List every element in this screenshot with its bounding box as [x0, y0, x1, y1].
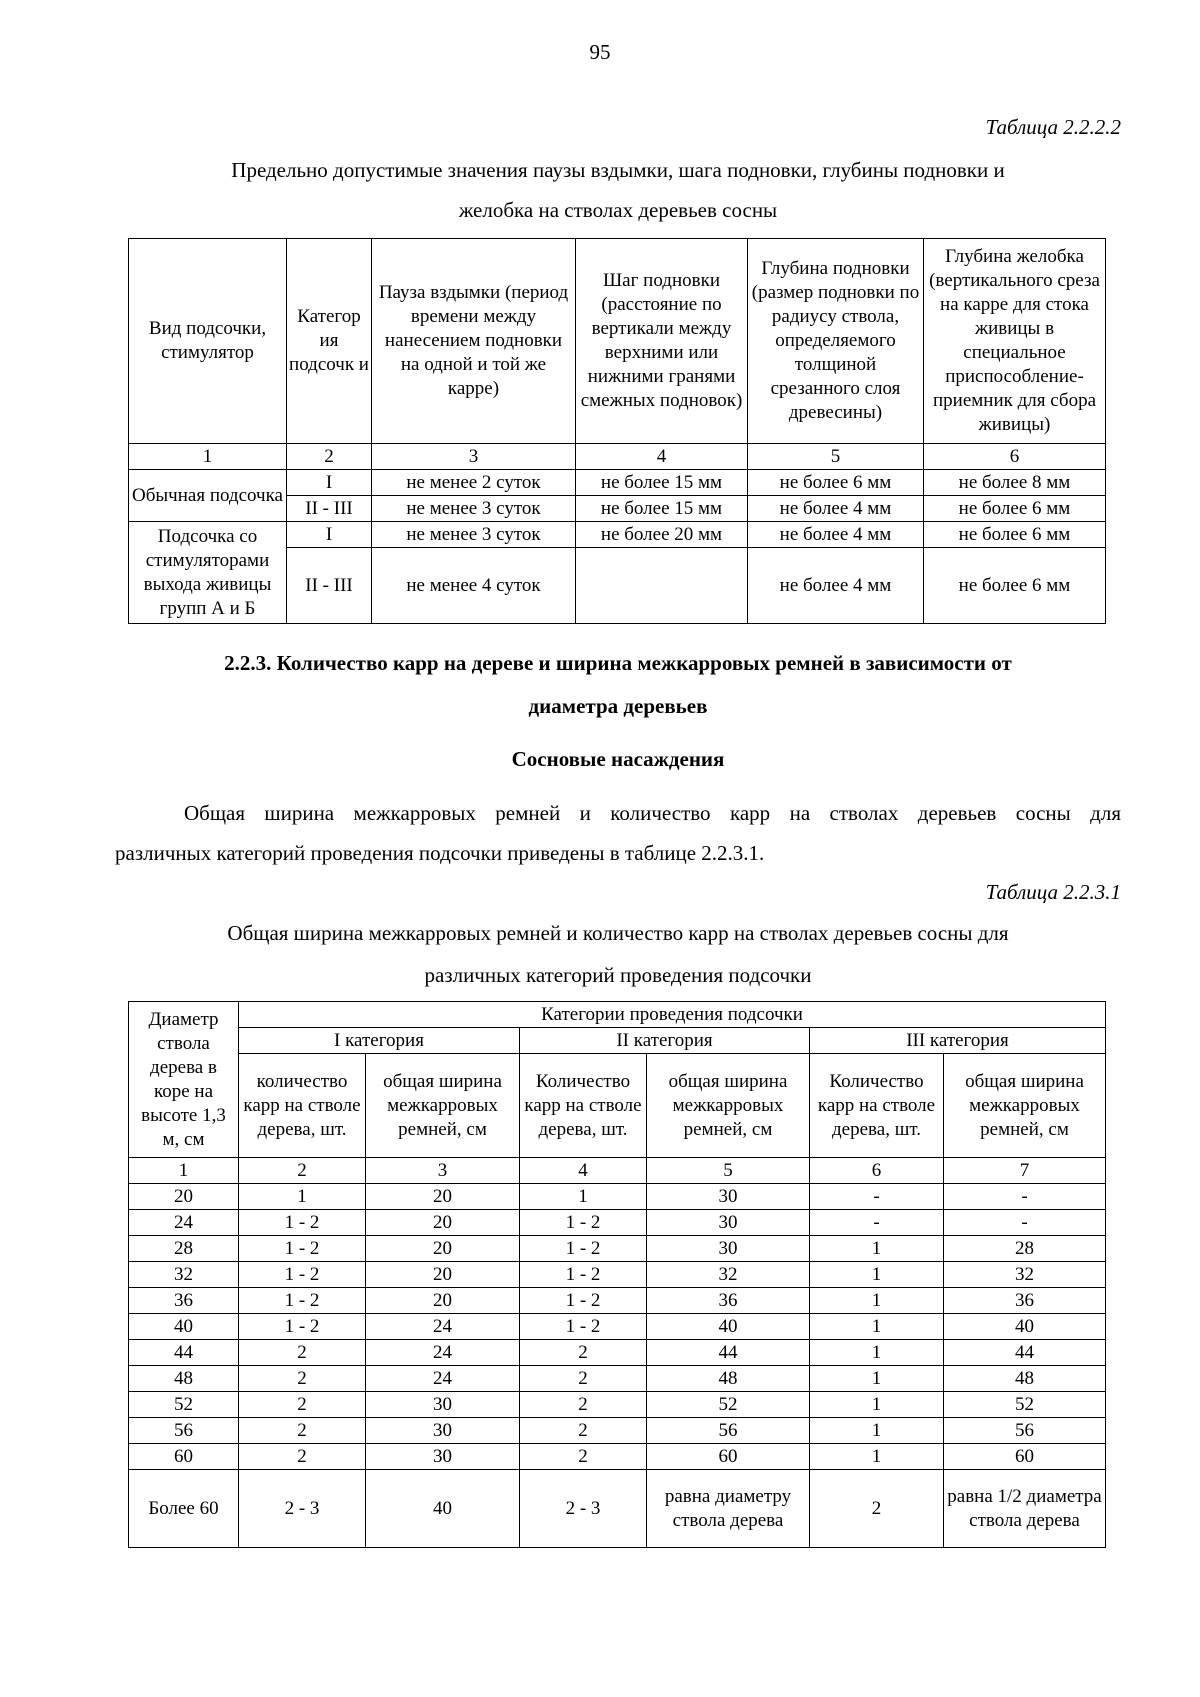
- table2-cell: -: [810, 1184, 944, 1210]
- table1-group-label: Обычная подсочка: [129, 470, 287, 522]
- table2-cell: 60: [944, 1444, 1106, 1470]
- table2-cell: 1: [810, 1418, 944, 1444]
- table2: [128, 1001, 1106, 1548]
- table1-cell: не более 6 мм: [748, 470, 924, 496]
- table-row: [129, 1288, 1106, 1314]
- table2-cell: 2: [239, 1418, 366, 1444]
- table2-cell: 2: [239, 1392, 366, 1418]
- table1-group-label: Подсочка со стимуляторами выхода живицы групп А и Б: [129, 522, 287, 624]
- table2-cell: 2: [520, 1366, 647, 1392]
- table2-diameter-header: Диаметр ствола дерева в коре на высоте 1,3 м, см: [129, 1002, 239, 1158]
- table2-cell: равна 1/2 диаметра ствола дерева: [944, 1470, 1106, 1548]
- table1-cell: не более 4 мм: [748, 496, 924, 522]
- table2-cell: 32: [647, 1262, 810, 1288]
- table2-cell: 56: [647, 1418, 810, 1444]
- paragraph-line1: Общая ширина межкарровых ремней и количество карр на стволах деревьев сосны для: [184, 801, 1121, 825]
- table2-cell: 24: [129, 1210, 239, 1236]
- table2-cell: 30: [366, 1418, 520, 1444]
- table2-column-number: 4: [520, 1158, 647, 1184]
- table2-cell: 2 - 3: [239, 1470, 366, 1548]
- table2-subheader: общая ширина межкарровых ремней, см: [647, 1054, 810, 1158]
- table2-subheader: общая ширина межкарровых ремней, см: [944, 1054, 1106, 1158]
- table1-title-line1: Предельно допустимые значения паузы вздымки, шага подновки, глубины подновки и: [231, 158, 1005, 182]
- table1-header-cell: Пауза вздымки (период времени между нанесением подновки на одной и той же карре): [372, 239, 576, 444]
- table2-cell: 24: [366, 1366, 520, 1392]
- table1-cell: не более 15 мм: [576, 470, 748, 496]
- table2-category-1: I категория: [239, 1028, 520, 1054]
- table2-cell: 60: [129, 1444, 239, 1470]
- section-heading-line2: диаметра деревьев: [528, 694, 708, 718]
- table-row: [129, 1210, 1106, 1236]
- table2-cell: 1 - 2: [239, 1236, 366, 1262]
- table1-cell: не более 20 мм: [576, 522, 748, 548]
- table2-cell: 1: [810, 1340, 944, 1366]
- table1-cell: не менее 3 суток: [372, 496, 576, 522]
- table2-cell: 2 - 3: [520, 1470, 647, 1548]
- table1-header-cell: Вид подсочки, стимулятор: [129, 239, 287, 444]
- table2-cell: 1: [810, 1288, 944, 1314]
- table2-cell: 36: [944, 1288, 1106, 1314]
- table-row: [129, 1418, 1106, 1444]
- table2-cell: 20: [129, 1184, 239, 1210]
- table1-cell: [576, 548, 748, 624]
- table2-cell: 52: [129, 1392, 239, 1418]
- table2-cell: 2: [239, 1366, 366, 1392]
- table2-subheader: общая ширина межкарровых ремней, см: [366, 1054, 520, 1158]
- table1-column-number: 2: [287, 444, 372, 470]
- table2-cell: -: [944, 1210, 1106, 1236]
- table1-header-cell: Категор ия подсочк и: [287, 239, 372, 444]
- table2-title-line1: Общая ширина межкарровых ремней и количество карр на стволах деревьев сосны для: [227, 921, 1009, 945]
- table2-cell: 20: [366, 1288, 520, 1314]
- table1-cell: не менее 3 суток: [372, 522, 576, 548]
- table2-cell: 1 - 2: [520, 1288, 647, 1314]
- table1-cell: не более 4 мм: [748, 548, 924, 624]
- table2-cell: 32: [944, 1262, 1106, 1288]
- table-row: [129, 1392, 1106, 1418]
- table2-column-number: 6: [810, 1158, 944, 1184]
- table2-cell: 2: [239, 1340, 366, 1366]
- table2-cell: 1: [810, 1262, 944, 1288]
- table2-cell: 40: [944, 1314, 1106, 1340]
- table2-cell: 56: [944, 1418, 1106, 1444]
- table2-subheader: Количество карр на стволе дерева, шт.: [520, 1054, 647, 1158]
- table1-cell: не менее 4 суток: [372, 548, 576, 624]
- table1-cell: не более 6 мм: [924, 548, 1106, 624]
- table2-cell: 30: [366, 1392, 520, 1418]
- table2-cell: 30: [647, 1210, 810, 1236]
- table2-cell: 20: [366, 1210, 520, 1236]
- table2-cell: Более 60: [129, 1470, 239, 1548]
- table2-cell: 44: [129, 1340, 239, 1366]
- table1-cell: не более 6 мм: [924, 522, 1106, 548]
- table-row: [129, 1236, 1106, 1262]
- table2-cell: 30: [366, 1444, 520, 1470]
- table2-categories-header: Категории проведения подсочки: [239, 1002, 1106, 1028]
- table2-cell: 1 - 2: [520, 1236, 647, 1262]
- table2-subheader: количество карр на стволе дерева, шт.: [239, 1054, 366, 1158]
- table2-cell: 32: [129, 1262, 239, 1288]
- table1-cell: не более 15 мм: [576, 496, 748, 522]
- table2-cell: 1: [810, 1444, 944, 1470]
- table1-column-number: 6: [924, 444, 1106, 470]
- table1-column-number: 3: [372, 444, 576, 470]
- table2-cell: 1: [810, 1366, 944, 1392]
- table2-subheader: Количество карр на стволе дерева, шт.: [810, 1054, 944, 1158]
- table2-cell: -: [944, 1184, 1106, 1210]
- table2-cell: 24: [366, 1314, 520, 1340]
- table2-category-2: II категория: [520, 1028, 810, 1054]
- table2-cell: 20: [366, 1184, 520, 1210]
- table2-cell: 2: [520, 1340, 647, 1366]
- table1-caption: Таблица 2.2.2.2: [985, 115, 1121, 139]
- table2-number-row: [129, 1158, 1106, 1184]
- table2-cell: 56: [129, 1418, 239, 1444]
- table2-cell: 1 - 2: [239, 1262, 366, 1288]
- table2-cell: 2: [520, 1392, 647, 1418]
- table2-cell: 30: [647, 1236, 810, 1262]
- table1-column-number: 4: [576, 444, 748, 470]
- table-row: [129, 522, 1106, 548]
- table2-cell: 1: [810, 1236, 944, 1262]
- table2-cell: равна диаметру ствола дерева: [647, 1470, 810, 1548]
- table2-cell: 30: [647, 1184, 810, 1210]
- table1-cell: I: [287, 470, 372, 496]
- table2-cell: 36: [647, 1288, 810, 1314]
- table1-cell: II - III: [287, 496, 372, 522]
- table2-cell: 1 - 2: [520, 1210, 647, 1236]
- table2-cell: 1: [810, 1392, 944, 1418]
- table-row: [129, 1470, 1106, 1548]
- table2-cell: 48: [129, 1366, 239, 1392]
- table2-cell: 40: [366, 1470, 520, 1548]
- table2-cell: 1 - 2: [239, 1314, 366, 1340]
- table-row: [129, 470, 1106, 496]
- table2-cell: 40: [129, 1314, 239, 1340]
- table1-cell: I: [287, 522, 372, 548]
- table-row: [129, 1184, 1106, 1210]
- table2-column-number: 1: [129, 1158, 239, 1184]
- table2-cell: 2: [239, 1444, 366, 1470]
- table2-cell: 1 - 2: [239, 1210, 366, 1236]
- table2-cell: 24: [366, 1340, 520, 1366]
- table2-cell: 48: [944, 1366, 1106, 1392]
- table2-column-number: 2: [239, 1158, 366, 1184]
- table2-cell: 1 - 2: [520, 1262, 647, 1288]
- section-paragraph: [115, 793, 1121, 873]
- paragraph-line2: различных категорий проведения подсочки приведены в таблице 2.2.3.1.: [115, 841, 765, 865]
- table1-cell: не менее 2 суток: [372, 470, 576, 496]
- page-number: 95: [589, 40, 611, 64]
- table1-title-line2: желобка на стволах деревьев сосны: [458, 198, 778, 222]
- table2-cell: 28: [944, 1236, 1106, 1262]
- table2-cell: 48: [647, 1366, 810, 1392]
- table1-column-number: 5: [748, 444, 924, 470]
- table2-cell: 2: [810, 1470, 944, 1548]
- table2-cell: 52: [944, 1392, 1106, 1418]
- table1-header-row: [129, 239, 1106, 444]
- table2-cell: 2: [520, 1444, 647, 1470]
- table1-header-cell: Шаг подновки (расстояние по вертикали между верхними или нижними гранями смежных подновок): [576, 239, 748, 444]
- table2-cell: 60: [647, 1444, 810, 1470]
- table2-cell: 40: [647, 1314, 810, 1340]
- table2-cell: 1: [520, 1184, 647, 1210]
- section-heading-line1: 2.2.3. Количество карр на дереве и ширина межкарровых ремней в зависимости от: [224, 651, 1012, 675]
- table2-cell: -: [810, 1210, 944, 1236]
- table2-cell: 1: [810, 1314, 944, 1340]
- table1-header-cell: Глубина желобка (вертикального среза на карре для стока живицы в специальное приспособление-приемник для сбора живицы): [924, 239, 1106, 444]
- table2-cell: 44: [647, 1340, 810, 1366]
- table-row: [129, 1340, 1106, 1366]
- table1-number-row: [129, 444, 1106, 470]
- table2-cell: 20: [366, 1236, 520, 1262]
- table-row: [129, 1262, 1106, 1288]
- table1-cell: не более 8 мм: [924, 470, 1106, 496]
- table2-title-line2: различных категорий проведения подсочки: [424, 963, 812, 987]
- table1-column-number: 1: [129, 444, 287, 470]
- table2-cell: 36: [129, 1288, 239, 1314]
- table2-column-number: 7: [944, 1158, 1106, 1184]
- table2-cell: 20: [366, 1262, 520, 1288]
- table2-cell: 1 - 2: [239, 1288, 366, 1314]
- table-row: [129, 1314, 1106, 1340]
- table1: [128, 238, 1106, 624]
- table2-caption: Таблица 2.2.3.1: [985, 880, 1121, 904]
- table2-cell: 1: [239, 1184, 366, 1210]
- table2-cell: 1 - 2: [520, 1314, 647, 1340]
- table2-category-3: III категория: [810, 1028, 1106, 1054]
- table2-column-number: 3: [366, 1158, 520, 1184]
- table-row: [129, 1444, 1106, 1470]
- table-row: [129, 1366, 1106, 1392]
- section-subheading: Сосновые насаждения: [511, 747, 725, 771]
- table1-cell: не более 6 мм: [924, 496, 1106, 522]
- table1-cell: II - III: [287, 548, 372, 624]
- table2-cell: 2: [520, 1418, 647, 1444]
- table2-cell: 44: [944, 1340, 1106, 1366]
- table2-cell: 28: [129, 1236, 239, 1262]
- table2-cell: 52: [647, 1392, 810, 1418]
- table1-cell: не более 4 мм: [748, 522, 924, 548]
- table2-column-number: 5: [647, 1158, 810, 1184]
- table1-header-cell: Глубина подновки (размер подновки по радиусу ствола, определяемого толщиной срезанного слоя древесины): [748, 239, 924, 444]
